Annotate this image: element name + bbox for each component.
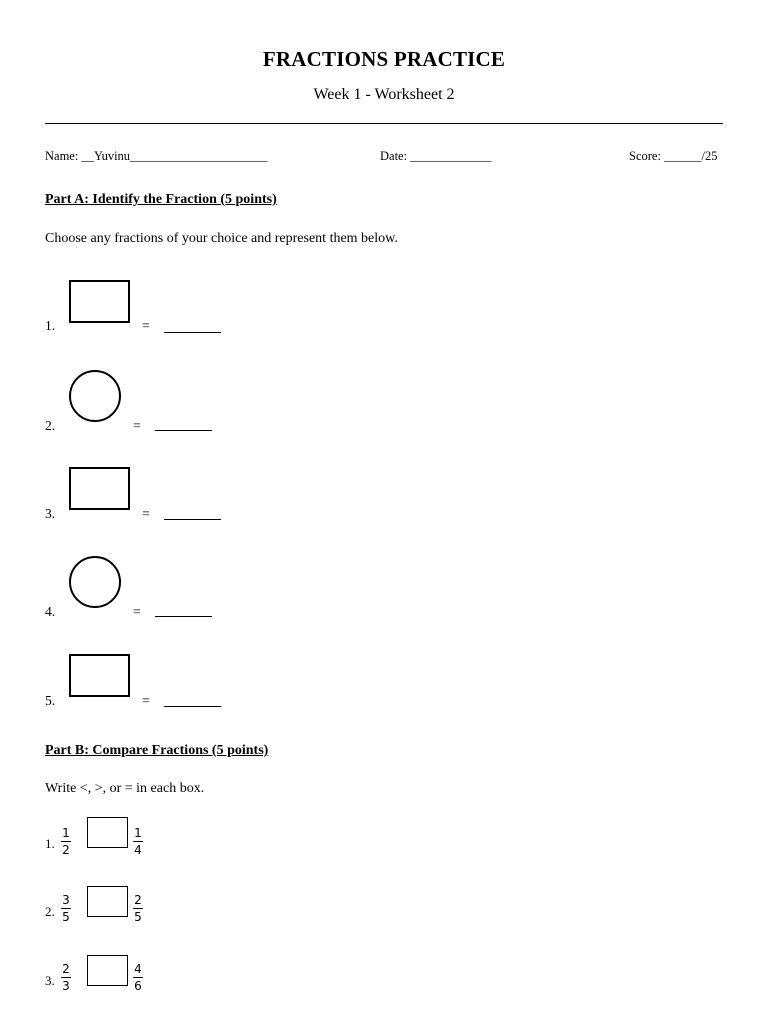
denominator: 5 — [134, 910, 142, 924]
right-fraction — [132, 826, 144, 857]
denominator: 5 — [62, 910, 70, 924]
answer-blank[interactable] — [155, 430, 212, 431]
part-a-item-number: 5. — [45, 693, 56, 708]
left-fraction — [60, 826, 72, 857]
left-fraction — [60, 893, 72, 924]
denominator: 6 — [134, 979, 142, 993]
denominator: 4 — [134, 843, 142, 857]
compare-answer-box[interactable] — [87, 955, 128, 986]
circle-shape[interactable] — [69, 556, 121, 608]
part-b-item-number: 1. — [45, 836, 55, 851]
part-b-item-number: 2. — [45, 904, 55, 919]
date-field[interactable]: Date: _____________ — [380, 149, 492, 163]
score-field[interactable]: Score: ______/25 — [629, 149, 718, 163]
numerator: 1 — [134, 826, 142, 840]
fraction-bar — [133, 908, 143, 909]
worksheet-title: FRACTIONS PRACTICE — [262, 47, 506, 71]
numerator: 2 — [134, 893, 142, 907]
right-fraction — [132, 962, 144, 993]
compare-answer-box[interactable] — [87, 817, 128, 848]
part-a-item-number: 4. — [45, 604, 56, 619]
part-a-instruction: Choose any fractions of your choice and represent them below. — [45, 231, 398, 246]
name-field[interactable]: Name: __Yuvinu______________________ — [45, 149, 268, 163]
left-fraction — [60, 962, 72, 993]
fraction-bar — [61, 841, 71, 842]
equals-sign: = — [133, 418, 141, 433]
equals-sign: = — [133, 604, 141, 619]
numerator: 2 — [62, 962, 70, 976]
part-a-item-number: 3. — [45, 506, 56, 521]
fraction-bar — [61, 977, 71, 978]
compare-answer-box[interactable] — [87, 886, 128, 917]
answer-blank[interactable] — [164, 706, 221, 707]
numerator: 3 — [62, 893, 70, 907]
answer-blank[interactable] — [164, 519, 221, 520]
fraction-bar — [133, 977, 143, 978]
denominator: 2 — [62, 843, 70, 857]
part-a-item-number: 2. — [45, 418, 56, 433]
right-fraction — [132, 893, 144, 924]
equals-sign: = — [142, 693, 150, 708]
part-b-instruction: Write <, >, or = in each box. — [45, 781, 205, 796]
numerator: 4 — [134, 962, 142, 976]
fraction-bar — [61, 908, 71, 909]
numerator: 1 — [62, 826, 70, 840]
rectangle-shape[interactable] — [69, 654, 130, 697]
circle-shape[interactable] — [69, 370, 121, 422]
answer-blank[interactable] — [155, 616, 212, 617]
worksheet-subtitle: Week 1 - Worksheet 2 — [313, 86, 455, 103]
part-a-item-number: 1. — [45, 318, 56, 333]
header-divider — [45, 123, 723, 124]
answer-blank[interactable] — [164, 332, 221, 333]
rectangle-shape[interactable] — [69, 467, 130, 510]
rectangle-shape[interactable] — [69, 280, 130, 323]
part-b-item-number: 3. — [45, 973, 55, 988]
denominator: 3 — [62, 979, 70, 993]
part-a-title: Part A: Identify the Fraction (5 points) — [45, 192, 277, 207]
part-b-title: Part B: Compare Fractions (5 points) — [45, 743, 269, 758]
fraction-bar — [133, 841, 143, 842]
equals-sign: = — [142, 506, 150, 521]
equals-sign: = — [142, 318, 150, 333]
